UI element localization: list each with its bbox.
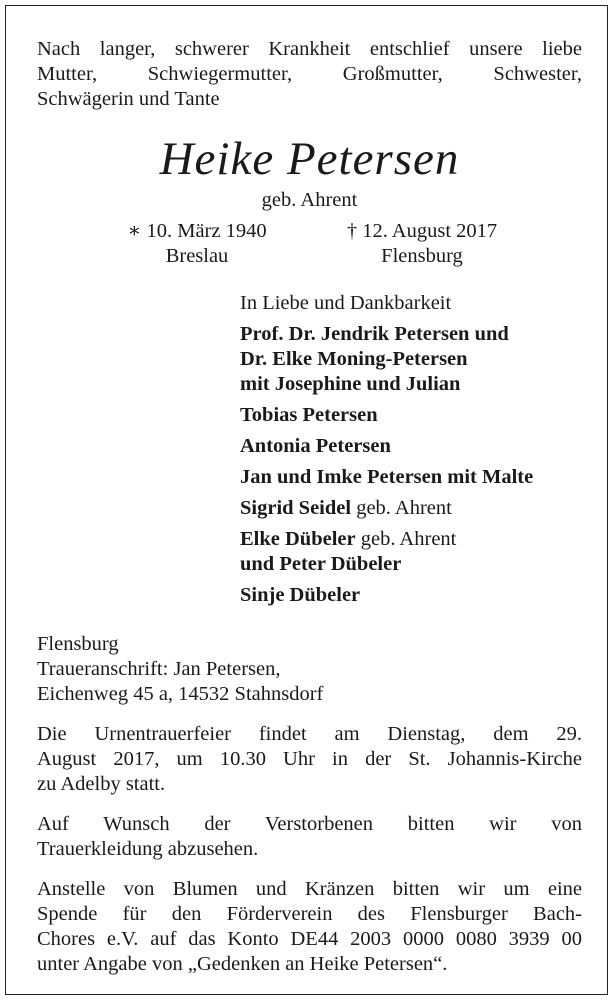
address-line-1: Traueranschrift: Jan Petersen,	[37, 658, 281, 680]
mourner-line: Elke Dübeler	[240, 528, 356, 550]
obituary-notice	[5, 5, 608, 995]
address-line-2: Eichenweg 45 a, 14532 Stahnsdorf	[37, 683, 324, 705]
mourners-list	[240, 291, 582, 608]
donation-note	[37, 877, 582, 977]
mourner-born-name: geb. Ahrent	[360, 528, 457, 550]
mourner-line: Prof. Dr. Jendrik Petersen und	[240, 323, 509, 345]
mourner-line: Sigrid Seidel	[240, 497, 352, 519]
birth-info	[107, 219, 287, 269]
intro-line-3: Schwägerin und Tante	[37, 88, 220, 110]
death-info	[317, 219, 527, 269]
mourner-entry	[240, 527, 582, 552]
birth-place: Breslau	[165, 245, 229, 267]
death-place: Flensburg	[381, 245, 463, 267]
clothing-line-2: Trauerkleidung abzusehen.	[37, 838, 259, 860]
ceremony-note	[37, 722, 582, 797]
deceased-name: Heike Petersen	[159, 133, 460, 185]
mourners-heading: In Liebe und Dankbarkeit	[240, 292, 452, 314]
birth-date: ∗ 10. März 1940	[127, 220, 267, 242]
clothing-line-1: Auf Wunsch der Verstorbenen bitten wir von	[37, 813, 582, 835]
ceremony-line-1: Die Urnentrauerfeier findet am Dienstag, dem 29.	[37, 723, 582, 745]
mourner-entry	[240, 496, 582, 521]
mourner-line: und Peter Dübeler	[240, 553, 402, 575]
intro-text	[37, 37, 582, 112]
intro-line-2: Mutter, Schwiegermutter, Großmutter, Schwester,	[37, 63, 582, 85]
mourner-line: Sinje Dübeler	[240, 584, 361, 606]
mourner-line: Dr. Elke Moning-Petersen	[240, 348, 468, 370]
death-date: † 12. August 2017	[346, 220, 498, 242]
mourner-line: mit Josephine und Julian	[240, 373, 461, 395]
mourning-address	[37, 632, 582, 707]
born-name: geb. Ahrent	[261, 189, 358, 211]
mourner-line: Jan und Imke Petersen mit Malte	[240, 466, 534, 488]
mourner-born-name: geb. Ahrent	[356, 497, 452, 519]
ceremony-line-3: zu Adelby statt.	[37, 773, 166, 795]
intro-line-1: Nach langer, schwerer Krankheit entschlief unsere liebe	[37, 38, 582, 60]
donation-line-1: Anstelle von Blumen und Kränzen bitten wir um eine	[37, 878, 582, 900]
donation-line-4: unter Angabe von „Gedenken an Heike Petersen“.	[37, 953, 448, 975]
address-city: Flensburg	[37, 633, 119, 655]
donation-line-2: Spende für den Förderverein des Flensburger Bach-	[37, 903, 582, 925]
donation-line-3: Chores e.V. auf das Konto DE44 2003 0000 0080 3939 00	[37, 928, 582, 950]
mourner-line: Antonia Petersen	[240, 435, 391, 457]
mourner-line: Tobias Petersen	[240, 404, 378, 426]
clothing-note	[37, 812, 582, 862]
ceremony-line-2: August 2017, um 10.30 Uhr in der St. Johannis-Kirche	[37, 748, 582, 770]
